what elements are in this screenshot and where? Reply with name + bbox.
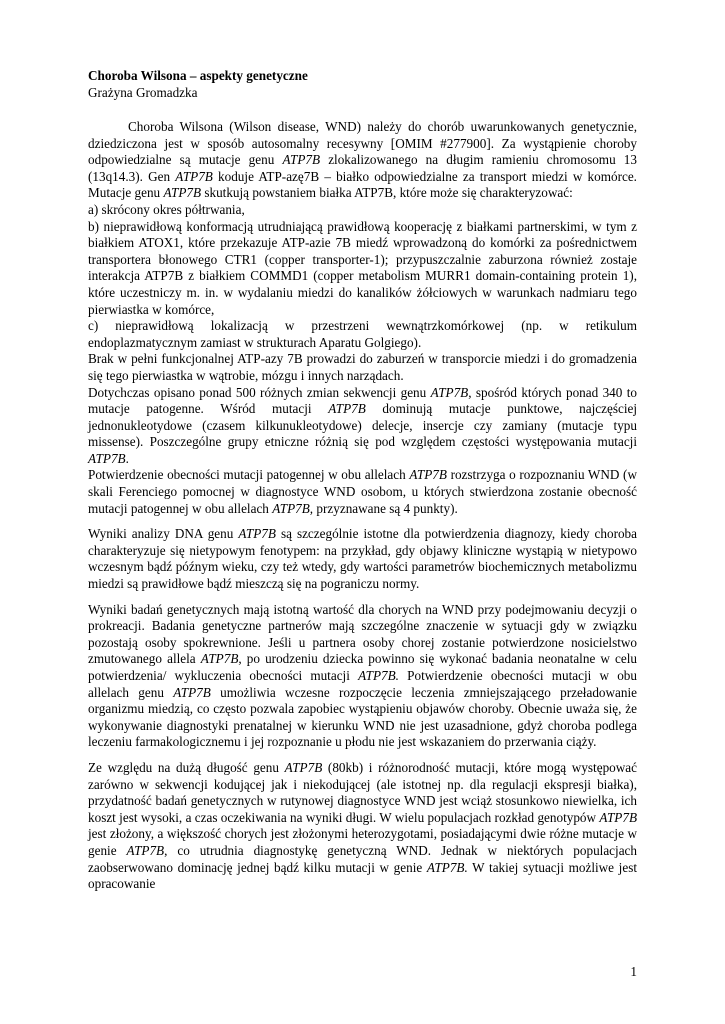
text-span: są szczególnie istotne dla potwierdzenia diagnozy, kiedy choroba charakteryzuje się nietypowym fenotypem: na przykład, gdy objawy kliniczne wystąpią w nietypowo wczesnym bądź późnym wieku, czy też wtedy, gdy wartości parametrów biochemicznych metabolizmu miedzi są prawidłowe bądź mieszczą się na pograniczu normy. bbox=[88, 526, 637, 592]
text-span: Wyniki badań genetycznych mają istotną wartość dla chorych na WND przy podejmowaniu decyzji o prokreacji. Badania genetyczne partnerów mają szczególne znaczenie w sytuacji gdy w związku pozostają osoby spokrewnione. Jeśli u partnera osoby chorej zostanie potwierdzone nosicielstwo zmutowanego allela bbox=[88, 601, 637, 667]
text-span: Potwierdzenie obecności mutacji patogennej w obu allelach bbox=[88, 467, 410, 483]
text-span: , po urodzeniu dziecka powinno się wykonać badania neonatalne w celu potwierdzenia/ wykluczenia obecności mutacji bbox=[88, 651, 638, 683]
text-span: c) nieprawidłową lokalizacją w przestrzeni wewnątrzkomórkowej (np. w retikulum endoplazmatycznym zamiast w strukturach Aparatu Golgiego). bbox=[88, 318, 637, 350]
paragraph bbox=[88, 351, 637, 384]
text-span: . bbox=[125, 450, 129, 466]
text-span: umożliwia wczesne rozpoczęcie leczenia zmniejszającego przeładowanie organizmu miedzią, co często pozwala zapobiec wystąpieniu objawów choroby. Obecnie uważa się, że wykonywanie diagnostyki prenatalnej w kierunku WND nie jest uzasadnione, gdyż choroba podlega leczeniu farmakologicznemu i jej rozpoznanie u płodu nie jest wskazaniem do przerwania ciąży. bbox=[88, 684, 637, 750]
paragraph bbox=[88, 602, 637, 751]
paragraph bbox=[88, 202, 637, 219]
paragraph bbox=[88, 219, 637, 319]
text-span: b) nieprawidłową konformacją utrudniającą prawidłową kooperację z białkami partnerskimi, w tym z białkiem ATOX1, które przekazuje ATP-azie 7B miedź wprowadzoną do komórki za pośrednictwem transportera błonowego CTR1 (copper transporter-1); przypuszczalnie zaburzona również zostaje interakcja ATP7B z białkiem COMMD1 (copper metabolism MURR1 domain-containing protein 1), które uczestniczy m. in. w wydalaniu miedzi do kanalików żółciowych w warunkach nadmiaru tego pierwiastka w komórce, bbox=[88, 218, 637, 317]
text-span: Wyniki analizy DNA genu bbox=[88, 526, 239, 542]
document-author: Grażyna Gromadzka bbox=[88, 85, 198, 100]
gene-name: ATP7B bbox=[126, 842, 165, 858]
text-span: koduje ATP-azę7B – białko odpowiedzialne za transport miedzi w komórce. Mutacje genu bbox=[88, 168, 637, 201]
paragraph bbox=[88, 760, 637, 893]
text-span: a) skrócony okres półtrwania, bbox=[88, 201, 245, 217]
paragraph bbox=[88, 119, 637, 202]
text-span: zlokalizowanego na długim ramieniu chromosomu 13 (13q14.3). Gen bbox=[88, 152, 637, 184]
text-span: dominują mutacje punktowe, najczęściej jednonukleotydowe (czasem kilkunukleotydowe) delecje, insercje czy zamiany (mutacje typu missense). Poszczególne grupy etniczne różnią się pod względem częstości występowania mutacji bbox=[88, 401, 638, 450]
text-span: , spośród których ponad 340 to mutacje patogenne. Wśród mutacji bbox=[88, 384, 637, 417]
gene-name: ATP7B. bbox=[426, 859, 468, 875]
paragraph bbox=[88, 385, 637, 468]
gene-name: ATP7B bbox=[238, 526, 276, 542]
document-body bbox=[88, 119, 637, 893]
text-span: Dotychczas opisano ponad 500 różnych zmian sekwencji genu bbox=[88, 384, 431, 400]
text-span: rozstrzyga o rozpoznaniu WND (w skali Ferenciego pomocnej w diagnostyce WND osobom, u których stwierdzona zostanie obecność mutacji patogennej w obu allelach bbox=[88, 467, 637, 516]
paragraph bbox=[88, 318, 637, 351]
gene-name: ATP7B, bbox=[272, 500, 314, 516]
page-number: 1 bbox=[630, 964, 637, 979]
text-span: przyznawane są 4 punkty). bbox=[313, 500, 458, 516]
gene-name: ATP7B bbox=[163, 185, 202, 201]
gene-name: ATP7B bbox=[328, 401, 366, 417]
gene-name: ATP7B bbox=[284, 759, 323, 775]
paragraph bbox=[88, 526, 637, 592]
gene-name: ATP7B bbox=[200, 651, 239, 667]
gene-name: ATP7B bbox=[599, 809, 637, 825]
text-span: (80kb) i różnorodność mutacji, które mogą występować zarówno w sekwencji kodującej jak i niekodującej (ale istotnej np. dla regulacji ekspresji białka), przydatność badań genetycznych w rutynowej diagnostyce WND jest wciąż stosunkowo niewielka, ich koszt jest wysoki, a czas oczekiwania na wyniki długi. W wielu populacjach rozkład genotypów bbox=[88, 759, 637, 825]
gene-name: ATP7B bbox=[88, 450, 126, 466]
text-span: Potwierdzenie obecności mutacji w obu allelach genu bbox=[88, 668, 637, 700]
text-span: skutkują powstaniem białka ATP7B, które może się charakteryzować: bbox=[201, 185, 573, 201]
text-span: W takiej sytuacji możliwe jest opracowanie bbox=[88, 859, 637, 892]
paragraph bbox=[88, 467, 637, 517]
text-span: Choroba Wilsona (Wilson disease, WND) należy do chorób uwarunkowanych genetycznie, dziedziczona jest w sposób autosomalny recesywny [OMIM #277900]. Za wystąpienie choroby odpowiedzialne są mutacje genu bbox=[88, 119, 637, 168]
gene-name: ATP7B bbox=[173, 684, 211, 700]
gene-name: ATP7B bbox=[409, 467, 447, 483]
document-title: Choroba Wilsona – aspekty genetyczne bbox=[88, 68, 308, 83]
gene-name: ATP7B bbox=[282, 152, 321, 168]
text-span: , co utrudnia diagnostykę genetyczną WND. Jednak w niektórych populacjach zaobserwowano dominację jednej bądź kilku mutacji w genie bbox=[88, 842, 638, 875]
gene-name: ATP7B bbox=[430, 384, 469, 400]
text-span: jest złożony, a większość chorych jest złożonymi heterozygotami, posiadającymi dwie różne mutacje w genie bbox=[88, 826, 637, 858]
gene-name: ATP7B. bbox=[358, 668, 399, 683]
text-span: Brak w pełni funkcjonalnej ATP-azy 7B prowadzi do zaburzeń w transporcie miedzi i do gromadzenia się tego pierwiastka w wątrobie, mózgu i innych narządach. bbox=[88, 351, 637, 383]
text-span: Ze względu na dużą długość genu bbox=[88, 759, 285, 775]
gene-name: ATP7B bbox=[175, 168, 213, 184]
